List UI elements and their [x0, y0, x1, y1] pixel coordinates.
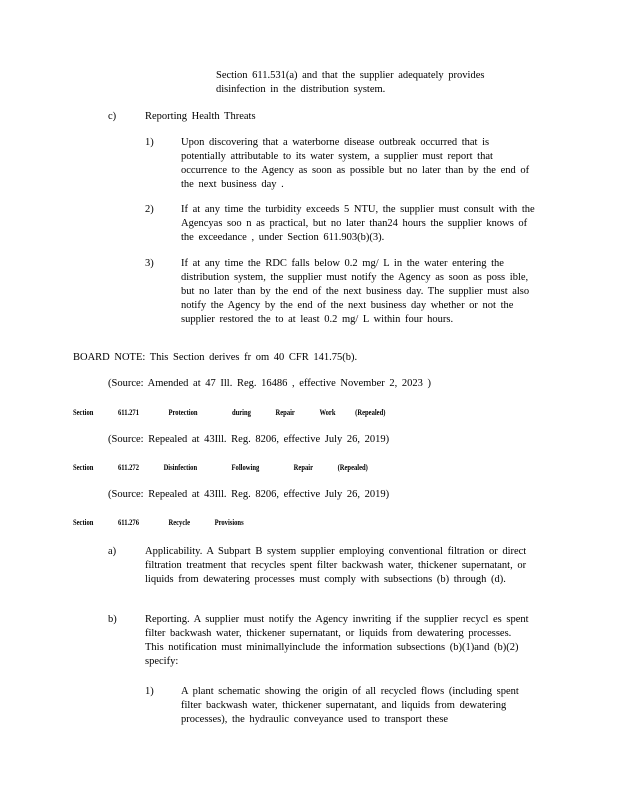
subsection-a-label: a)	[108, 546, 117, 557]
section-title-word: (Repealed)	[337, 463, 368, 472]
item-b1-number: 1)	[145, 686, 154, 697]
section-number: 611.271	[118, 408, 139, 417]
section-label: Section	[73, 463, 94, 472]
item-c1-text: Upon discovering that a waterborne disease outbreak occurred that is potentially attributable to its water system, a supplier must report that occurrence to the Agency as soon as possible but no later than by the end of the next business day .	[181, 137, 530, 190]
section-number: 611.276	[118, 518, 139, 527]
subsection-c-heading: Reporting Health Threats	[145, 111, 256, 122]
subsection-b-label: b)	[108, 614, 117, 625]
item-c1-number: 1)	[145, 137, 154, 148]
continuation-line-1: Section 611.531(a) and that the supplier adequately provides	[216, 70, 485, 81]
section-611-276-heading	[73, 517, 244, 529]
item-c3-text: If at any time the RDC falls below 0.2 mg/ L in the water entering the distribution system, the supplier must notify the Agency as soon as poss ible, but no later than by the end of the next business day. The supplier must also notify the Agency by the end of the next business day whether or not the supplier restored the to at least 0.2 mg/ L within four hours.	[181, 258, 530, 325]
section-title-word: Recycle	[168, 518, 190, 527]
section-label: Section	[73, 408, 94, 417]
item-b1-text: A plant schematic showing the origin of all recycled flows (including spent filter backwash water, thickener supernatant, and liquids from dewatering processes), the hydraulic conveyance used to transport these	[181, 686, 519, 725]
continuation-line-2: disinfection in the distribution system.	[216, 84, 386, 95]
section-title-word: Repair	[275, 408, 295, 417]
source-note-amended: (Source: Amended at 47 Ill. Reg. 16486 , effective November 2, 2023 )	[108, 378, 431, 389]
item-c2-text: If at any time the turbidity exceeds 5 NTU, the supplier must consult with the Agencyas soo n as practical, but no later than24 hours the supplier knows of the exceedance , under Section 611.903(b)(3).	[181, 204, 535, 243]
item-c2-number: 2)	[145, 204, 154, 215]
section-611-271-heading	[73, 407, 385, 419]
section-title-word: during	[231, 408, 251, 417]
item-c3-number: 3)	[145, 258, 154, 269]
section-title-word: Disinfection	[163, 463, 198, 472]
subsection-b-text: Reporting. A supplier must notify the Agency inwriting if the supplier recycl es spent filter backwash water, thickener supernatant, or liquids from dewatering processes. This notification must minimallyinclude the information subsections (b)(1)and (b)(2) specify:	[145, 614, 529, 667]
subsection-a-text: Applicability. A Subpart B system supplier employing conventional filtration or direct filtration treatment that recycles spent filter backwash water, thickener supernatant, or liquids from dewatering processes must comply with subsections (b) through (d).	[145, 546, 527, 585]
section-title-word: Repair	[293, 463, 314, 472]
section-611-272-heading	[73, 462, 368, 474]
section-title-word: Provisions	[214, 518, 244, 527]
section-label: Section	[73, 518, 94, 527]
section-title-word: (Repealed)	[355, 408, 386, 417]
section-title-word: Work	[319, 408, 336, 417]
source-note-repealed-271: (Source: Repealed at 43Ill. Reg. 8206, effective July 26, 2019)	[108, 434, 390, 445]
board-note: BOARD NOTE: This Section derives fr om 40 CFR 141.75(b).	[73, 352, 358, 363]
subsection-c-label: c)	[108, 111, 117, 122]
section-title-word: Protection	[168, 408, 198, 417]
section-title-word: Following	[231, 463, 260, 472]
source-note-repealed-272: (Source: Repealed at 43Ill. Reg. 8206, effective July 26, 2019)	[108, 489, 390, 500]
section-number: 611.272	[118, 463, 139, 472]
